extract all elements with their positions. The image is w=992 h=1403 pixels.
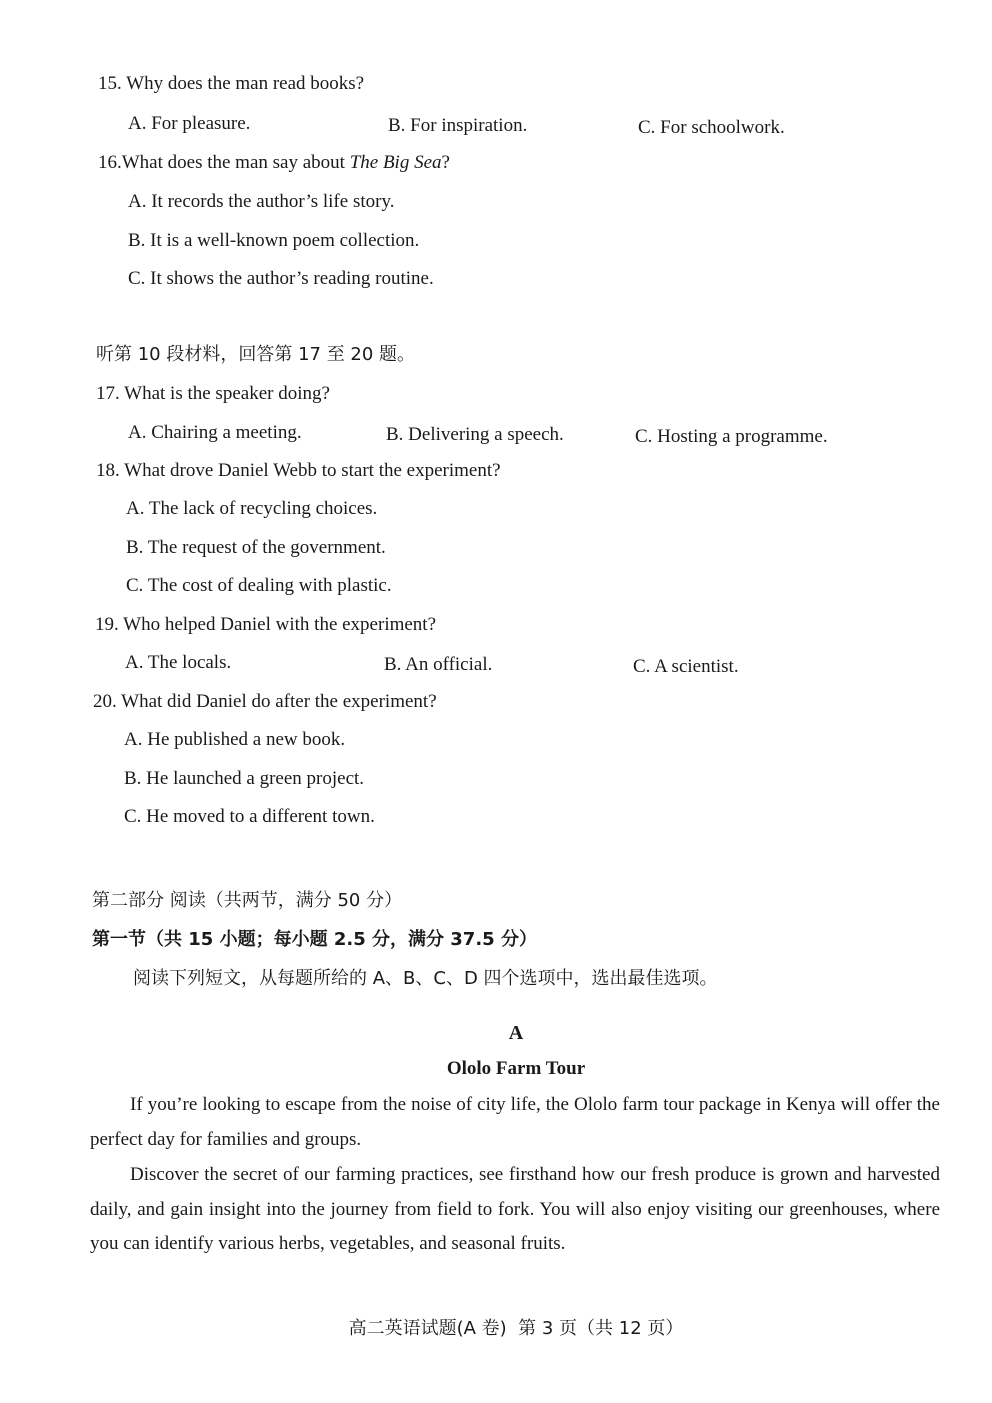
q15-option-a: A. For pleasure. [128, 113, 251, 134]
passage-title: Ololo Farm Tour [446, 1058, 586, 1079]
q17-option-c: C. Hosting a programme. [635, 426, 828, 447]
q19-option-a: A. The locals. [125, 652, 232, 673]
passage-letter: A [508, 1022, 524, 1044]
question-16-suffix: ? [441, 152, 450, 173]
passage-paragraph-1: If you’re looking to escape from the noise of city life, the Ololo farm tour package in Kenya will offer the perfect day for families and groups. [90, 1094, 940, 1150]
part2-instruction: 阅读下列短文，从每题所给的 A、B、C、D 四个选项中，选出最佳选项。 [133, 968, 718, 989]
q17-option-a: A. Chairing a meeting. [128, 422, 302, 443]
q16-option-b: B. It is a well-known poem collection. [128, 230, 420, 251]
question-15: 15. Why does the man read books? [98, 73, 365, 94]
q18-option-b: B. The request of the government. [126, 537, 386, 558]
question-17: 17. What is the speaker doing? [96, 383, 330, 404]
question-18: 18. What drove Daniel Webb to start the experiment? [96, 460, 501, 481]
q16-option-a: A. It records the author’s life story. [128, 191, 395, 212]
q15-option-b: B. For inspiration. [388, 115, 528, 136]
listening-instruction: 听第 10 段材料，回答第 17 至 20 题。 [96, 344, 416, 365]
part2-section1-heading: 第一节（共 15 小题；每小题 2.5 分，满分 37.5 分） [92, 929, 537, 950]
question-16-book-title: The Big Sea [349, 152, 442, 173]
q17-option-b: B. Delivering a speech. [386, 424, 564, 445]
question-16-prefix: 16.What does the man say about [98, 152, 350, 173]
q20-option-c: C. He moved to a different town. [124, 806, 375, 827]
question-19: 19. Who helped Daniel with the experiment? [95, 614, 437, 635]
part2-heading: 第二部分 阅读（共两节，满分 50 分） [92, 890, 403, 911]
passage-paragraph-2: Discover the secret of our farming practices, see firsthand how our fresh produce is grown and harvested daily, and gain insight into the journey from field to fork. You will also enjoy visiting our greenhouses, where you can identify various herbs, vegetables, and seasonal fruits. [90, 1164, 940, 1254]
q18-option-c: C. The cost of dealing with plastic. [126, 575, 392, 596]
q20-option-b: B. He launched a green project. [124, 768, 365, 789]
question-20: 20. What did Daniel do after the experiment? [93, 691, 437, 712]
q16-option-c: C. It shows the author’s reading routine. [128, 268, 434, 289]
q20-option-a: A. He published a new book. [124, 729, 346, 750]
page-footer: 高二英语试题(A 卷) 第 3 页（共 12 页） [348, 1318, 684, 1339]
q19-option-c: C. A scientist. [633, 656, 739, 677]
q19-option-b: B. An official. [384, 654, 493, 675]
q15-option-c: C. For schoolwork. [638, 117, 785, 138]
q18-option-a: A. The lack of recycling choices. [126, 498, 378, 519]
question-16 [98, 151, 450, 175]
